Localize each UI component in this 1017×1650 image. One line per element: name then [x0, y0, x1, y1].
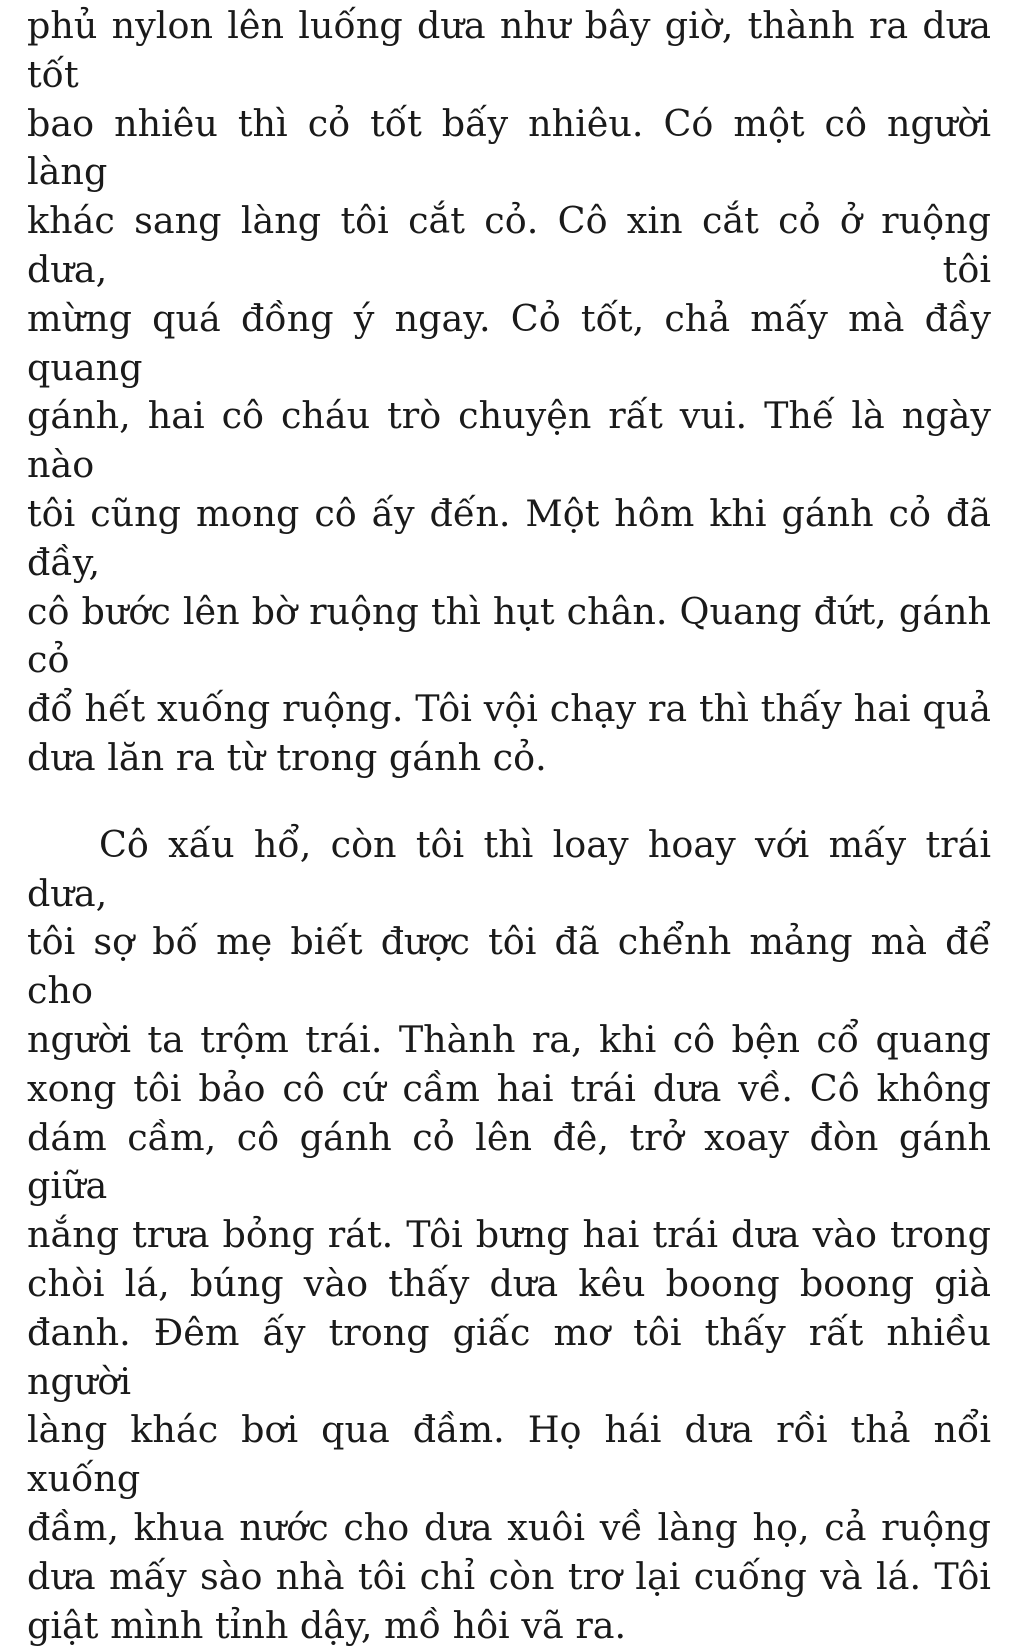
- text-line: đầm, khua nước cho dưa xuôi về làng họ, cả ruộng: [27, 1504, 991, 1553]
- text-line: người ta trộm trái. Thành ra, khi cô bện cổ quang: [27, 1016, 991, 1065]
- text-line: làng khác bơi qua đầm. Họ hái dưa rồi thả nổi xuống: [27, 1406, 991, 1504]
- paragraph-1: [27, 2, 991, 783]
- text-line: xong tôi bảo cô cứ cầm hai trái dưa về. Cô không: [27, 1065, 991, 1114]
- text-line: khác sang làng tôi cắt cỏ. Cô xin cắt cỏ ở ruộng dưa, tôi: [27, 197, 991, 295]
- text-line: dưa lăn ra từ trong gánh cỏ.: [27, 734, 991, 783]
- text-line: nắng trưa bỏng rát. Tôi bưng hai trái dưa vào trong: [27, 1211, 991, 1260]
- text-line: bao nhiêu thì cỏ tốt bấy nhiêu. Có một cô người làng: [27, 100, 991, 198]
- text-line: Cô xấu hổ, còn tôi thì loay hoay với mấy trái dưa,: [27, 821, 991, 919]
- text-line: đổ hết xuống ruộng. Tôi vội chạy ra thì thấy hai quả: [27, 685, 991, 734]
- text-line: tôi sợ bố mẹ biết được tôi đã chểnh mảng mà để cho: [27, 918, 991, 1016]
- text-line: chòi lá, búng vào thấy dưa kêu boong boong già: [27, 1260, 991, 1309]
- text-line: dám cầm, cô gánh cỏ lên đê, trở xoay đòn gánh giữa: [27, 1114, 991, 1212]
- text-line: mừng quá đồng ý ngay. Cỏ tốt, chả mấy mà đầy quang: [27, 295, 991, 393]
- text-line: tôi cũng mong cô ấy đến. Một hôm khi gánh cỏ đã đầy,: [27, 490, 991, 588]
- text-line: giật mình tỉnh dậy, mồ hôi vã ra.: [27, 1602, 991, 1650]
- text-line: cô bước lên bờ ruộng thì hụt chân. Quang đứt, gánh cỏ: [27, 588, 991, 686]
- text-line: dưa mấy sào nhà tôi chỉ còn trơ lại cuống và lá. Tôi: [27, 1553, 991, 1602]
- text-line: phủ nylon lên luống dưa như bây giờ, thành ra dưa tốt: [27, 2, 991, 100]
- text-line: đanh. Đêm ấy trong giấc mơ tôi thấy rất nhiều người: [27, 1309, 991, 1407]
- paragraph-2: [27, 821, 991, 1650]
- text-line: gánh, hai cô cháu trò chuyện rất vui. Thế là ngày nào: [27, 392, 991, 490]
